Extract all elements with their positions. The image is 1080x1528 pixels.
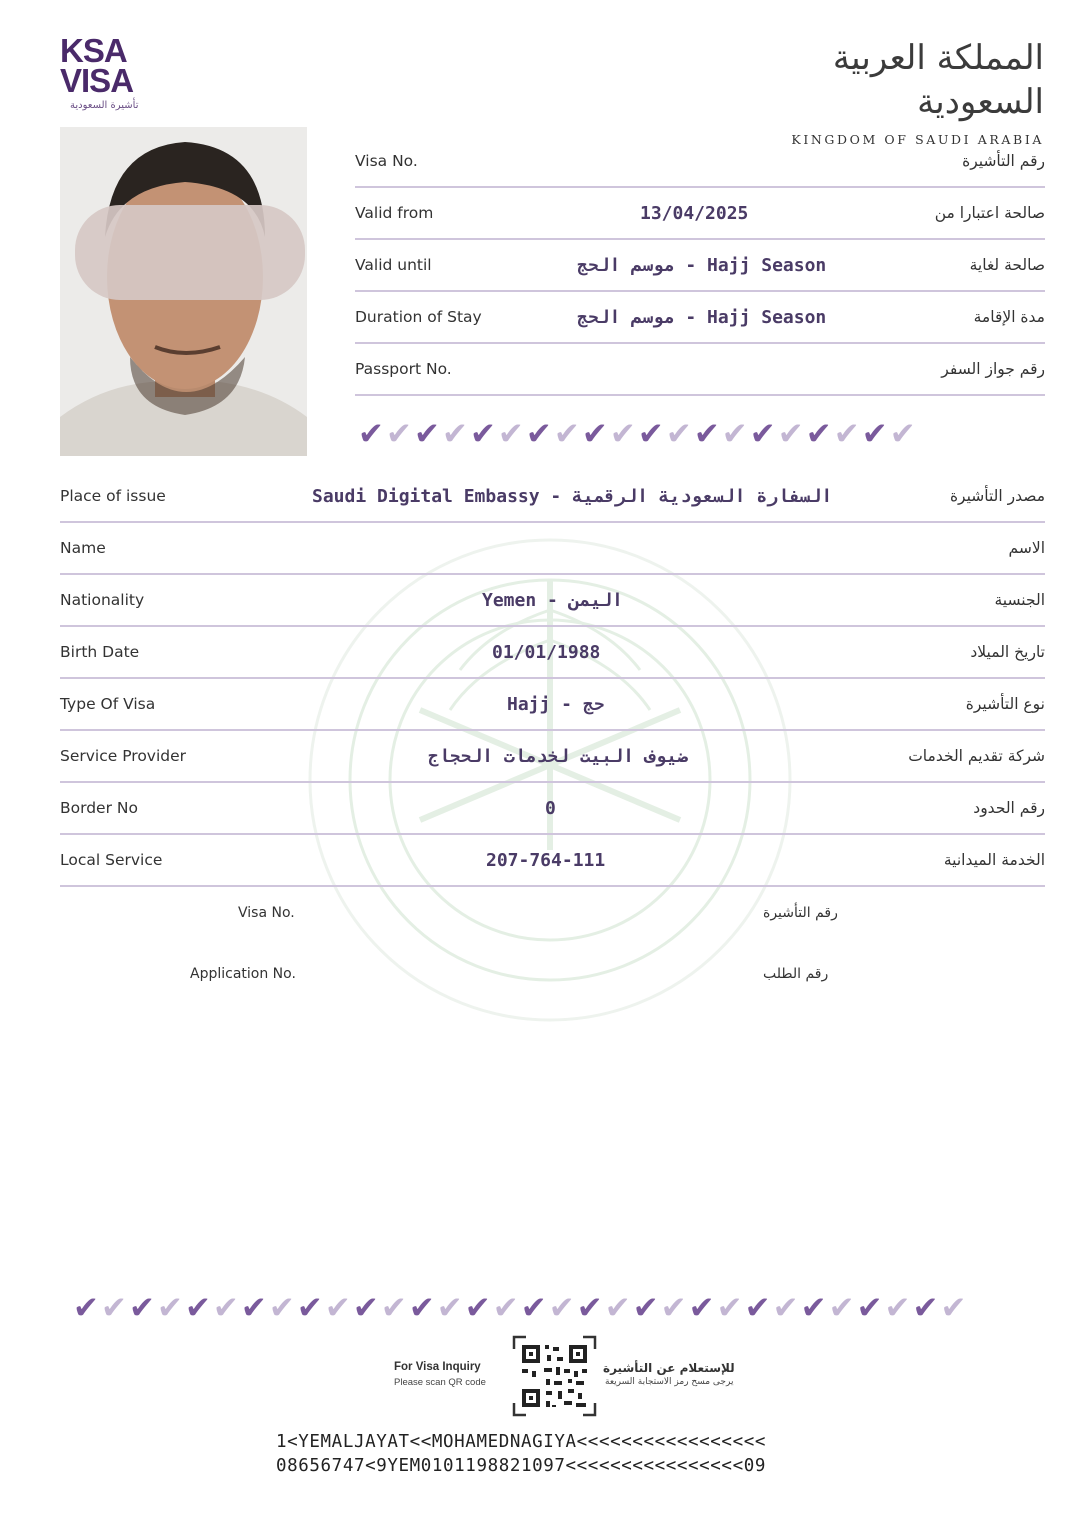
check-icon: ✔ bbox=[856, 1290, 885, 1326]
check-icon: ✔ bbox=[184, 1290, 213, 1326]
check-icon: ✔ bbox=[637, 416, 666, 452]
check-icon: ✔ bbox=[861, 416, 890, 452]
ref-visa-no-ar: رقم التأشيرة bbox=[763, 905, 838, 921]
check-icon: ✔ bbox=[884, 1290, 913, 1326]
label-en: Visa No. bbox=[355, 152, 418, 170]
check-icon: ✔ bbox=[744, 1290, 773, 1326]
row-border-no bbox=[60, 783, 1045, 835]
value: Hajj - حج bbox=[507, 694, 605, 715]
row-passport-no bbox=[355, 344, 1045, 396]
value: موسم الحج - Hajj Season bbox=[577, 255, 827, 276]
check-icon: ✔ bbox=[469, 416, 498, 452]
row-valid-from bbox=[355, 188, 1045, 240]
label-en: Service Provider bbox=[60, 747, 187, 765]
label-en: Place of issue bbox=[60, 487, 166, 505]
check-icon: ✔ bbox=[268, 1290, 297, 1326]
label-ar: رقم الحدود bbox=[973, 799, 1045, 817]
label-ar: تاريخ الميلاد bbox=[970, 643, 1045, 661]
row-birth-date bbox=[60, 627, 1045, 679]
check-icon: ✔ bbox=[352, 1290, 381, 1326]
ksa-logo-subtitle: تأشيرة السعودية bbox=[70, 100, 139, 111]
check-icon: ✔ bbox=[688, 1290, 717, 1326]
check-icon: ✔ bbox=[721, 416, 750, 452]
label-en: Type Of Visa bbox=[60, 695, 156, 713]
ksa-logo-line2: VISA bbox=[60, 62, 134, 99]
check-icon: ✔ bbox=[464, 1290, 493, 1326]
label-ar: الخدمة الميدانية bbox=[943, 851, 1045, 869]
check-icon: ✔ bbox=[212, 1290, 241, 1326]
qr-inquiry-sub-en: Please scan QR code bbox=[394, 1377, 486, 1388]
check-icon: ✔ bbox=[581, 416, 610, 452]
check-icon: ✔ bbox=[128, 1290, 157, 1326]
check-icon: ✔ bbox=[520, 1290, 549, 1326]
check-icon: ✔ bbox=[632, 1290, 661, 1326]
check-icon: ✔ bbox=[800, 1290, 829, 1326]
qr-inquiry-title-en: For Visa Inquiry bbox=[394, 1361, 481, 1373]
label-en: Border No bbox=[60, 799, 138, 817]
kingdom-title-en: KINGDOM OF SAUDI ARABIA bbox=[791, 132, 1044, 147]
check-icon: ✔ bbox=[576, 1290, 605, 1326]
check-icon: ✔ bbox=[492, 1290, 521, 1326]
label-en: Valid from bbox=[355, 204, 434, 222]
label-ar: رقم التأشيرة bbox=[962, 152, 1045, 170]
check-icon: ✔ bbox=[604, 1290, 633, 1326]
check-icon: ✔ bbox=[408, 1290, 437, 1326]
check-icon: ✔ bbox=[940, 1290, 969, 1326]
check-icon: ✔ bbox=[296, 1290, 325, 1326]
holder-photo bbox=[60, 127, 307, 456]
check-icon: ✔ bbox=[548, 1290, 577, 1326]
check-icon: ✔ bbox=[693, 416, 722, 452]
check-icon: ✔ bbox=[553, 416, 582, 452]
check-icon: ✔ bbox=[777, 416, 806, 452]
check-icon: ✔ bbox=[805, 416, 834, 452]
check-icon: ✔ bbox=[380, 1290, 409, 1326]
check-icon: ✔ bbox=[716, 1290, 745, 1326]
label-ar: مدة الإقامة bbox=[973, 308, 1045, 326]
check-icon: ✔ bbox=[889, 416, 918, 452]
ksa-visa-logo bbox=[60, 32, 170, 116]
check-mark-strip-top bbox=[358, 416, 918, 452]
row-service-provider bbox=[60, 731, 1045, 783]
check-icon: ✔ bbox=[833, 416, 862, 452]
qr-code-icon[interactable] bbox=[512, 1335, 597, 1417]
qr-inquiry-title-ar: للإستعلام عن التأشيرة bbox=[603, 1361, 735, 1375]
label-ar: نوع التأشيرة bbox=[965, 695, 1045, 713]
row-duration-of-stay bbox=[355, 292, 1045, 344]
check-icon: ✔ bbox=[413, 416, 442, 452]
check-icon: ✔ bbox=[749, 416, 778, 452]
ref-application-no-en: Application No. bbox=[190, 966, 296, 982]
label-ar: شركة تقديم الخدمات bbox=[908, 747, 1045, 765]
label-ar: مصدر التأشيرة bbox=[949, 487, 1045, 505]
check-icon: ✔ bbox=[73, 1290, 101, 1326]
kingdom-header bbox=[764, 36, 1044, 147]
label-en: Birth Date bbox=[60, 643, 140, 661]
row-local-service bbox=[60, 835, 1045, 887]
value: Yemen - اليمن bbox=[482, 590, 623, 611]
check-icon: ✔ bbox=[385, 416, 414, 452]
check-icon: ✔ bbox=[436, 1290, 465, 1326]
check-icon: ✔ bbox=[525, 416, 554, 452]
label-ar: الجنسية bbox=[994, 591, 1045, 609]
ksa-logo-line1: KSA bbox=[60, 32, 127, 69]
kingdom-title-ar: المملكة العربية السعودية bbox=[832, 38, 1044, 122]
value: Saudi Digital Embassy - السفارة السعودية الرقمية bbox=[312, 486, 833, 507]
label-en: Nationality bbox=[60, 591, 145, 609]
check-icon: ✔ bbox=[358, 416, 386, 452]
value: ضيوف البيت لخدمات الحجاج bbox=[428, 746, 689, 767]
check-icon: ✔ bbox=[665, 416, 694, 452]
label-en: Valid until bbox=[355, 256, 432, 274]
value: 0 bbox=[545, 798, 556, 819]
check-icon: ✔ bbox=[497, 416, 526, 452]
value: 207-764-111 bbox=[486, 850, 606, 871]
mrz-line-2: 08656747<9YEM0101198821097<<<<<<<<<<<<<<<<09 bbox=[276, 1456, 766, 1476]
row-visa-no bbox=[355, 136, 1045, 188]
value: موسم الحج - Hajj Season bbox=[577, 307, 827, 328]
label-en: Duration of Stay bbox=[355, 308, 482, 326]
check-icon: ✔ bbox=[912, 1290, 941, 1326]
label-en: Name bbox=[60, 539, 106, 557]
check-icon: ✔ bbox=[828, 1290, 857, 1326]
check-icon: ✔ bbox=[240, 1290, 269, 1326]
qr-inquiry-sub-ar: يرجى مسح رمز الاستجابة السريعة bbox=[605, 1377, 734, 1387]
check-icon: ✔ bbox=[660, 1290, 689, 1326]
label-ar: رقم جواز السفر bbox=[941, 360, 1045, 378]
ref-application-no-ar: رقم الطلب bbox=[763, 966, 829, 982]
check-icon: ✔ bbox=[100, 1290, 129, 1326]
check-icon: ✔ bbox=[609, 416, 638, 452]
label-en: Passport No. bbox=[355, 360, 452, 378]
check-mark-strip-bottom bbox=[73, 1290, 969, 1326]
check-icon: ✔ bbox=[324, 1290, 353, 1326]
value: 13/04/2025 bbox=[640, 203, 749, 224]
row-place-of-issue bbox=[60, 471, 1045, 523]
check-icon: ✔ bbox=[441, 416, 470, 452]
check-icon: ✔ bbox=[156, 1290, 185, 1326]
label-ar: صالحة اعتبارا من bbox=[934, 204, 1045, 222]
row-type-of-visa bbox=[60, 679, 1045, 731]
mrz-line-1: 1<YEMALJAYAT<<MOHAMEDNAGIYA<<<<<<<<<<<<<<<<< bbox=[276, 1432, 766, 1452]
label-ar: الاسم bbox=[1008, 539, 1045, 557]
row-valid-until bbox=[355, 240, 1045, 292]
ref-visa-no-en: Visa No. bbox=[238, 905, 295, 921]
portrait-icon bbox=[60, 127, 307, 456]
value: 01/01/1988 bbox=[492, 642, 601, 663]
label-ar: صالحة لغاية bbox=[969, 256, 1045, 274]
row-nationality bbox=[60, 575, 1045, 627]
row-name bbox=[60, 523, 1045, 575]
check-icon: ✔ bbox=[772, 1290, 801, 1326]
label-en: Local Service bbox=[60, 851, 163, 869]
